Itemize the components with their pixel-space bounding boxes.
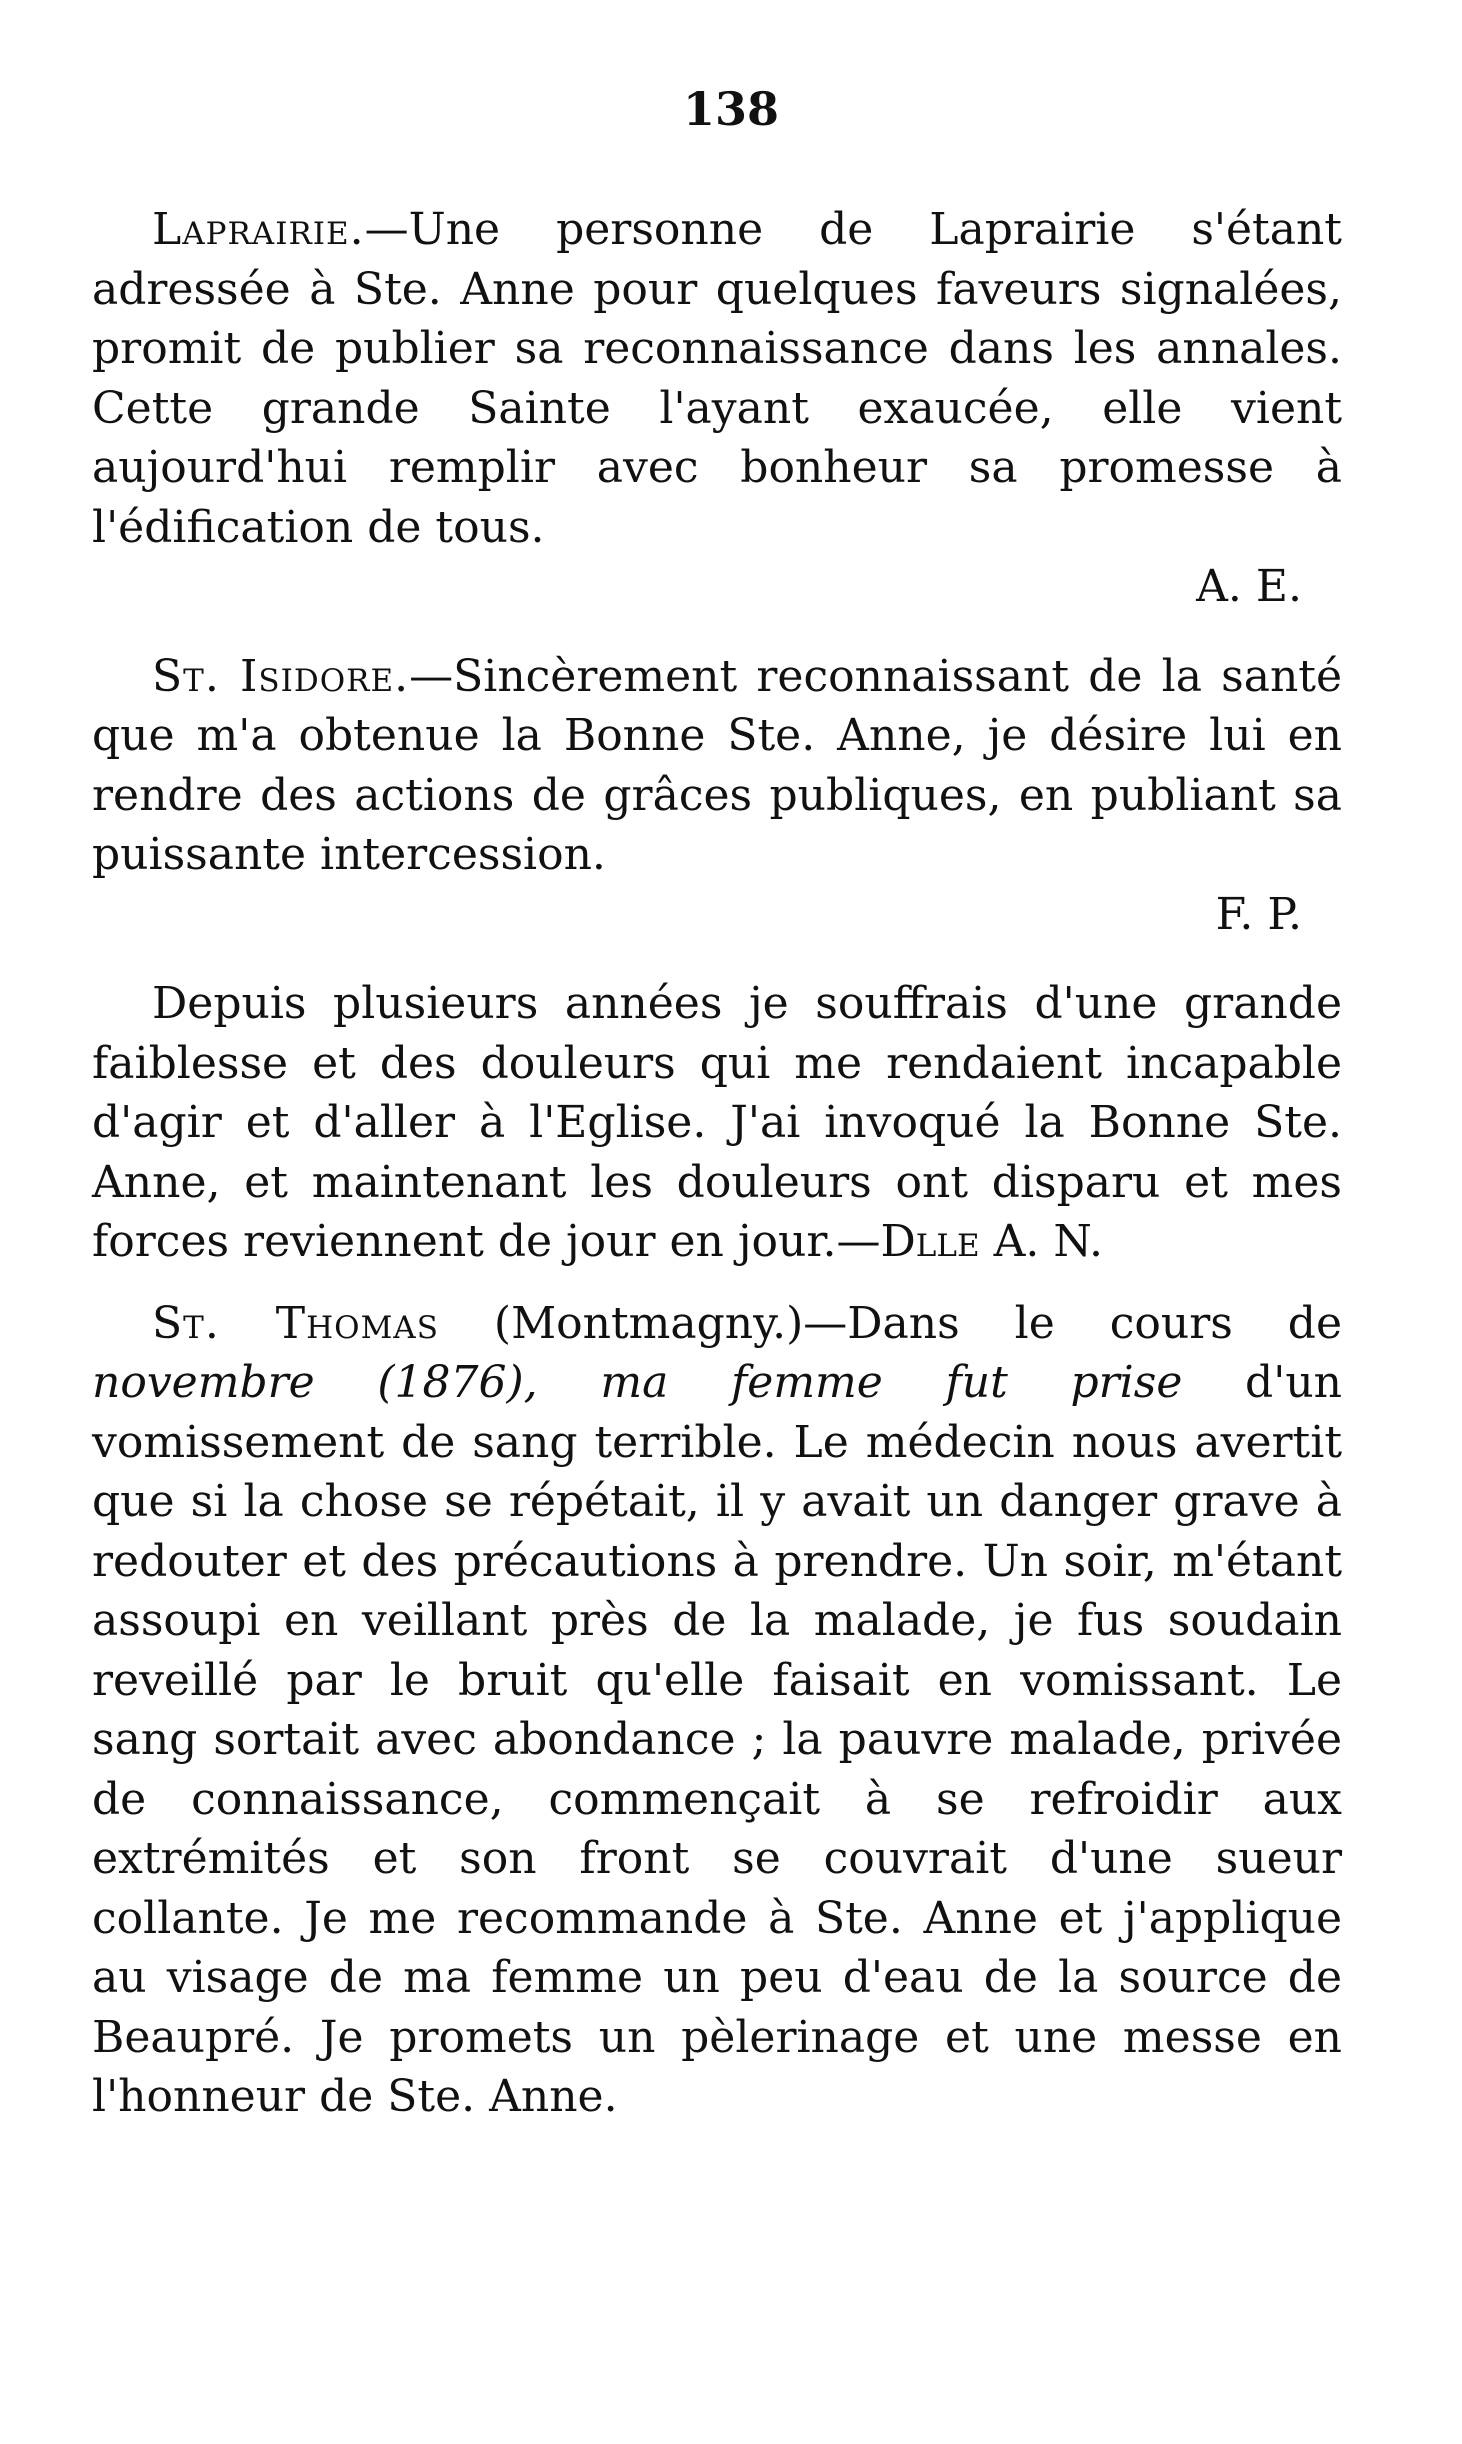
entry-text-intro: —Dans le cours de [803, 1297, 1342, 1349]
entry-text: Depuis plusieurs années je souffrais d'une grande faiblesse et des douleurs qui me rendaient incapable d'agir et d'aller à l'Eglise. J'ai invoqué la Bonne Ste. Anne, et maintenant les douleurs ont disparu et mes forces reviennent de jour en jour.— [92, 978, 1342, 1267]
entry-text: —Sincèrement reconnaissant de la santé que m'a obtenue la Bonne Ste. Anne, je désire lui en rendre des actions de grâces publiques, en publiant sa puissante intercession. [92, 650, 1342, 880]
entry-heading: St. Isidore. [152, 650, 410, 702]
page-number: 138 [682, 82, 780, 136]
entry-place: (Montmagny.) [438, 1297, 804, 1349]
entry-text: d'un vomissement de sang terrible. Le médecin nous avertit que si la chose se répétait, il y avait un danger grave à redouter et des précautions à prendre. Un soir, m'étant assoupi en veillant près de la malade, je fus soudain reveillé par le bruit qu'elle faisait en vomissant. Le sang sortait avec abondance ; la pauvre malade, privée de connaissance, commençait à se refroidir aux extrémités et son front se couvrait d'une sueur collante. Je me recommande à Ste. Anne et j'applique au visage de ma femme un peu d'eau de la source de Beaupré. Je promets un pèlerinage et une messe en l'honneur de Ste. Anne. [92, 1357, 1342, 2122]
entry-text: —Une personne de Laprairie s'étant adressée à Ste. Anne pour quelques faveurs signalées, promit de publier sa reconnaissance dans les annales. Cette grande Sainte l'ayant exaucée, elle vient aujourd'hui remplir avec bonheur sa promesse à l'édification de tous. [92, 204, 1342, 553]
entry-st-thomas [92, 1294, 1342, 2127]
entry-signature: Dlle A. N. [880, 1216, 1104, 1267]
entry-heading: Laprairie. [152, 204, 365, 255]
text-column [92, 200, 1342, 2127]
entry-signature: A. E. [1196, 561, 1302, 612]
entry-st-isidore [92, 647, 1342, 885]
entry-anonymous [92, 974, 1342, 1272]
entry-signature: F. P. [1215, 888, 1302, 940]
entry-heading: St. Thomas [152, 1297, 439, 1349]
entry-laprairie [92, 200, 1342, 557]
entry-text-italic: novembre (1876), ma femme fut prise [92, 1357, 1183, 1408]
